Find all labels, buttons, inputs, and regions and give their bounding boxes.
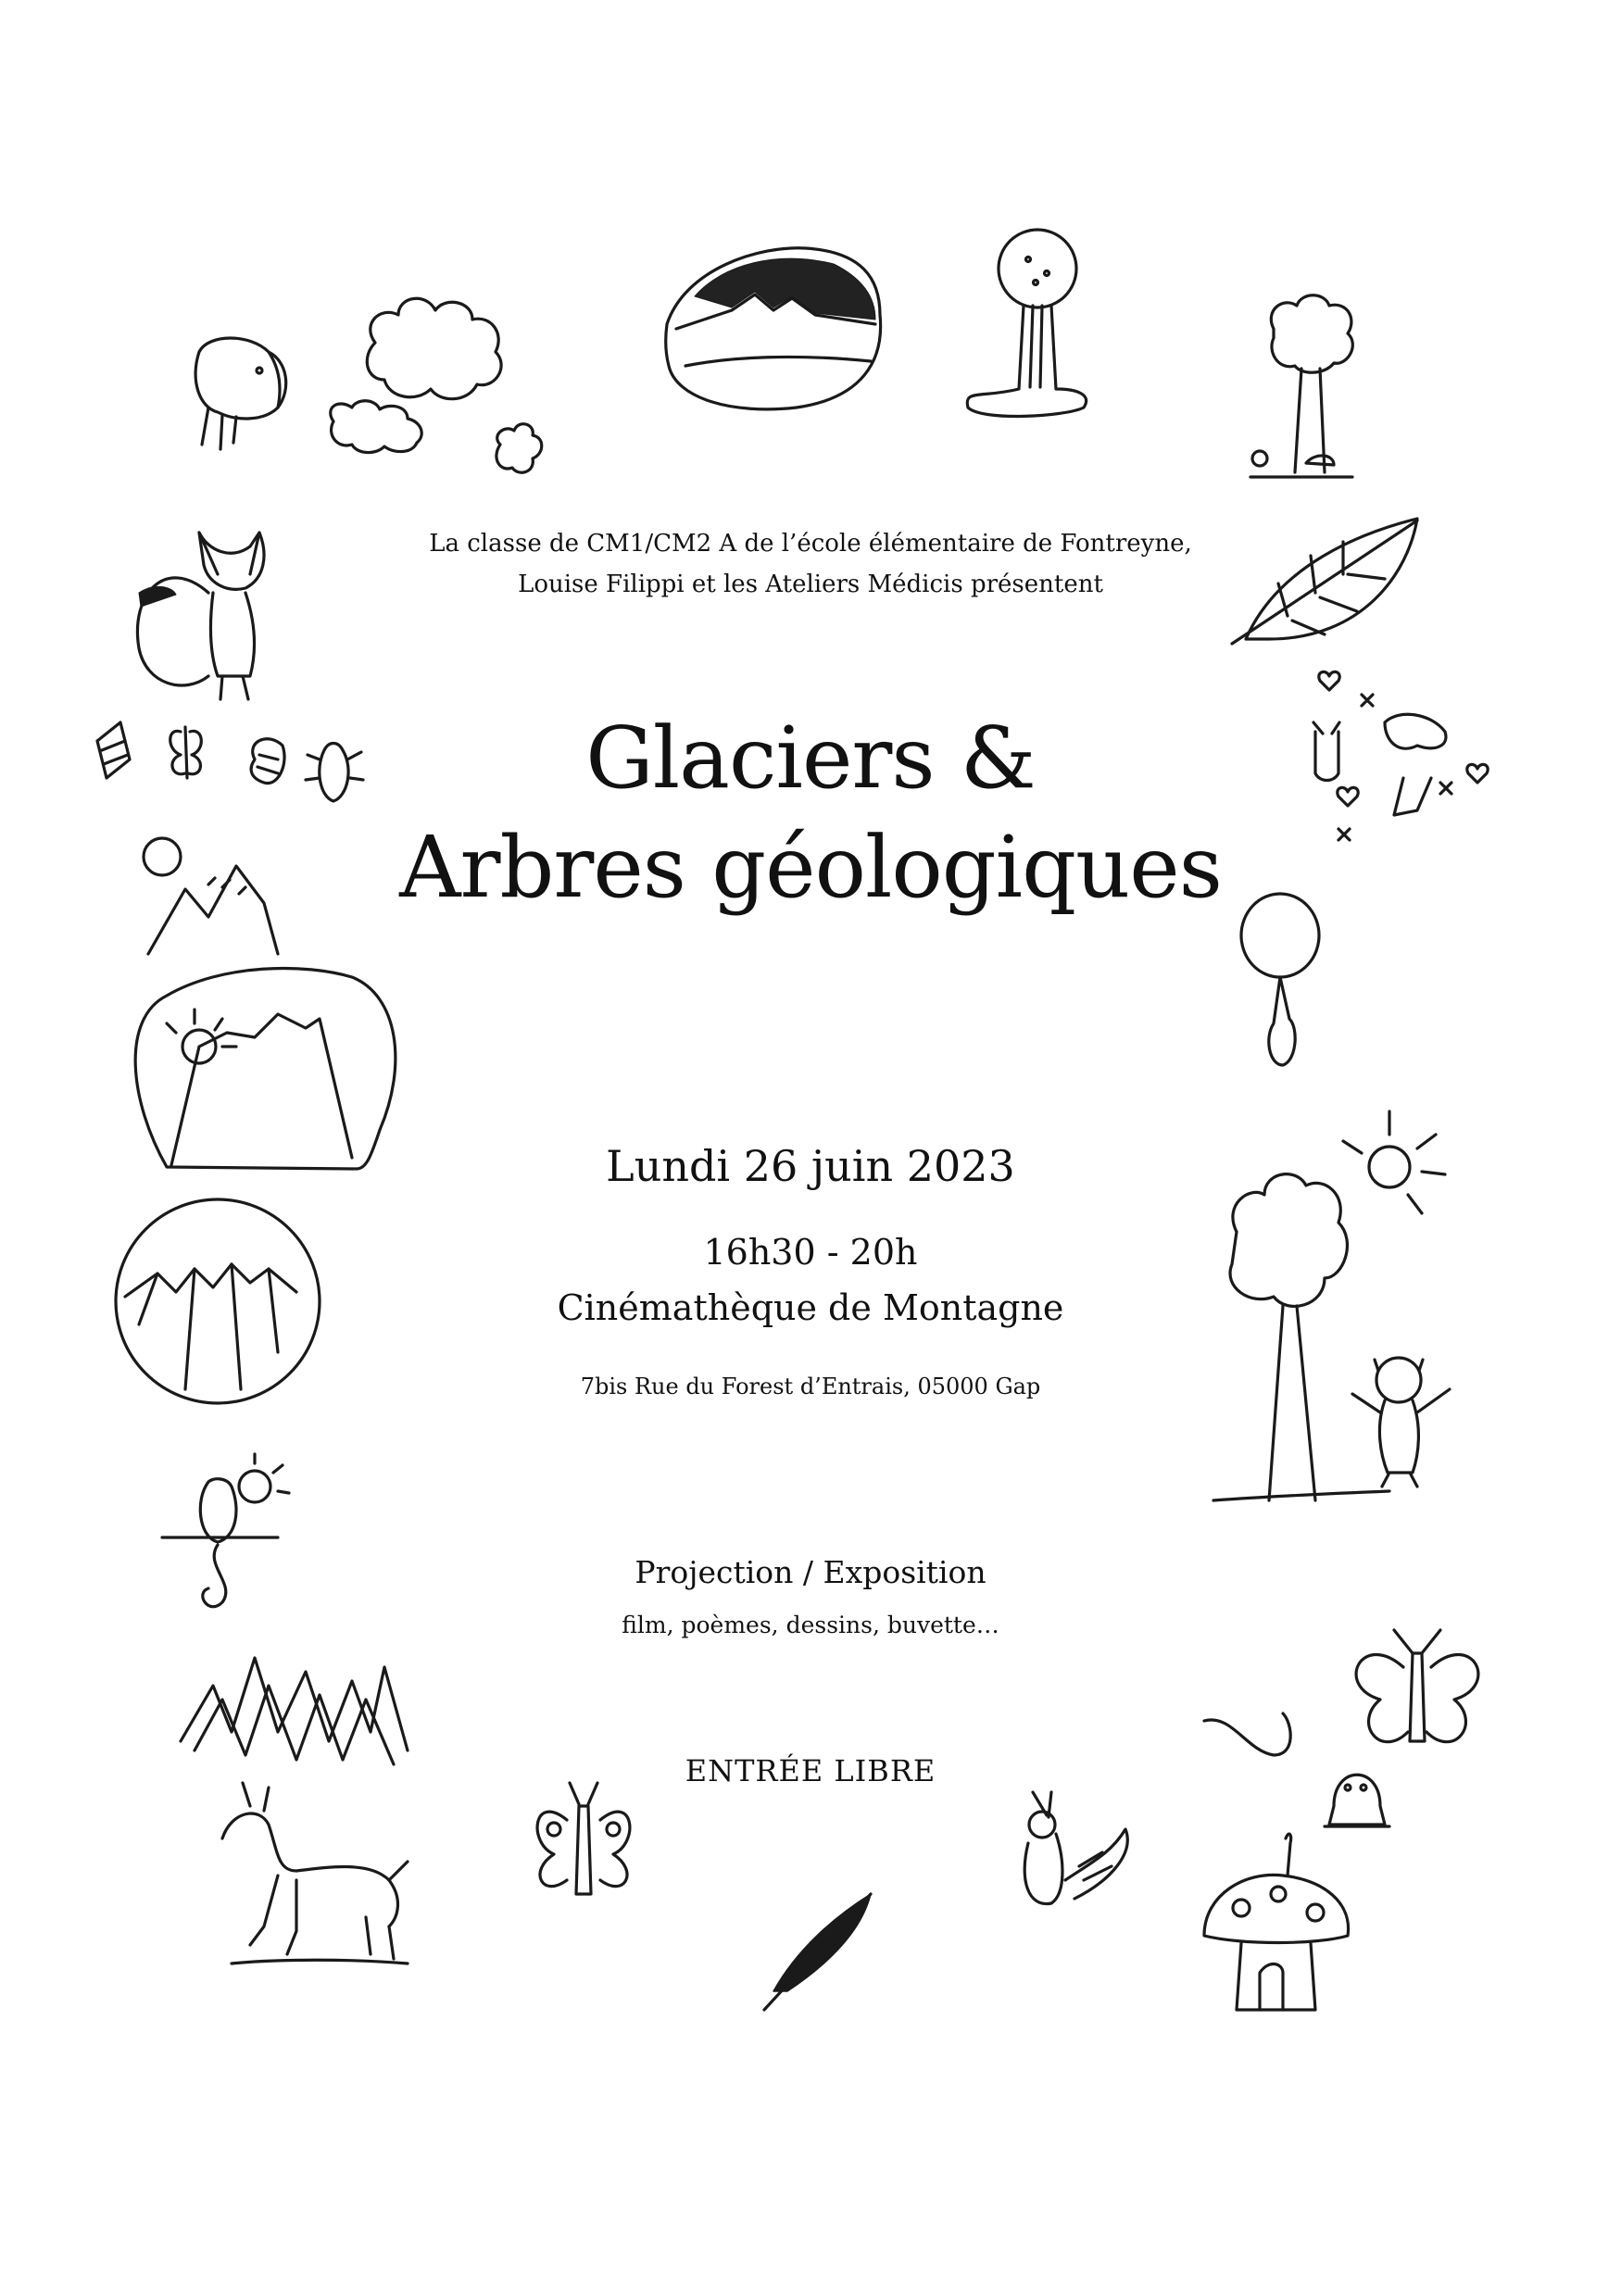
entry-notice: ENTRÉE LIBRE	[685, 1753, 936, 1788]
mountain-arch-drawing	[135, 968, 396, 1169]
title-line-1: Glaciers &	[585, 709, 1036, 808]
key-tree-drawing	[967, 230, 1086, 416]
poster-title	[0, 704, 1621, 922]
mushroom-house-drawing	[1204, 1834, 1349, 2010]
mountain-peaks-drawing	[181, 1658, 408, 1764]
feather-drawing	[764, 1894, 871, 2010]
event-venue: Cinémathèque de Montagne	[557, 1287, 1064, 1328]
program-details: film, poèmes, dessins, buvette…	[622, 1612, 999, 1638]
event-time: 16h30 - 20h	[703, 1232, 918, 1273]
goat-drawing	[222, 1783, 408, 1964]
tree-drawing	[1250, 295, 1352, 477]
intro-text	[0, 523, 1621, 605]
small-butterfly-drawing	[1204, 1630, 1478, 1755]
intro-line-1: La classe de CM1/CM2 A de l’école élémentaire de Fontreyne,	[429, 530, 1192, 558]
event-address: 7bis Rue du Forest d’Entrais, 05000 Gap	[580, 1374, 1041, 1399]
butterfly-drawing	[537, 1783, 630, 1894]
squirrel-drawing	[1024, 1792, 1127, 1904]
clouds-drawing	[331, 298, 542, 472]
event-date: Lundi 26 juin 2023	[606, 1141, 1015, 1191]
mountain-landscape-drawing	[666, 248, 881, 409]
title-line-2: Arbres géologiques	[399, 818, 1222, 917]
intro-line-2: Louise Filippi et les Ateliers Médicis présentent	[518, 571, 1103, 598]
program-title: Projection / Exposition	[635, 1554, 986, 1590]
sheep-drawing	[195, 338, 286, 449]
